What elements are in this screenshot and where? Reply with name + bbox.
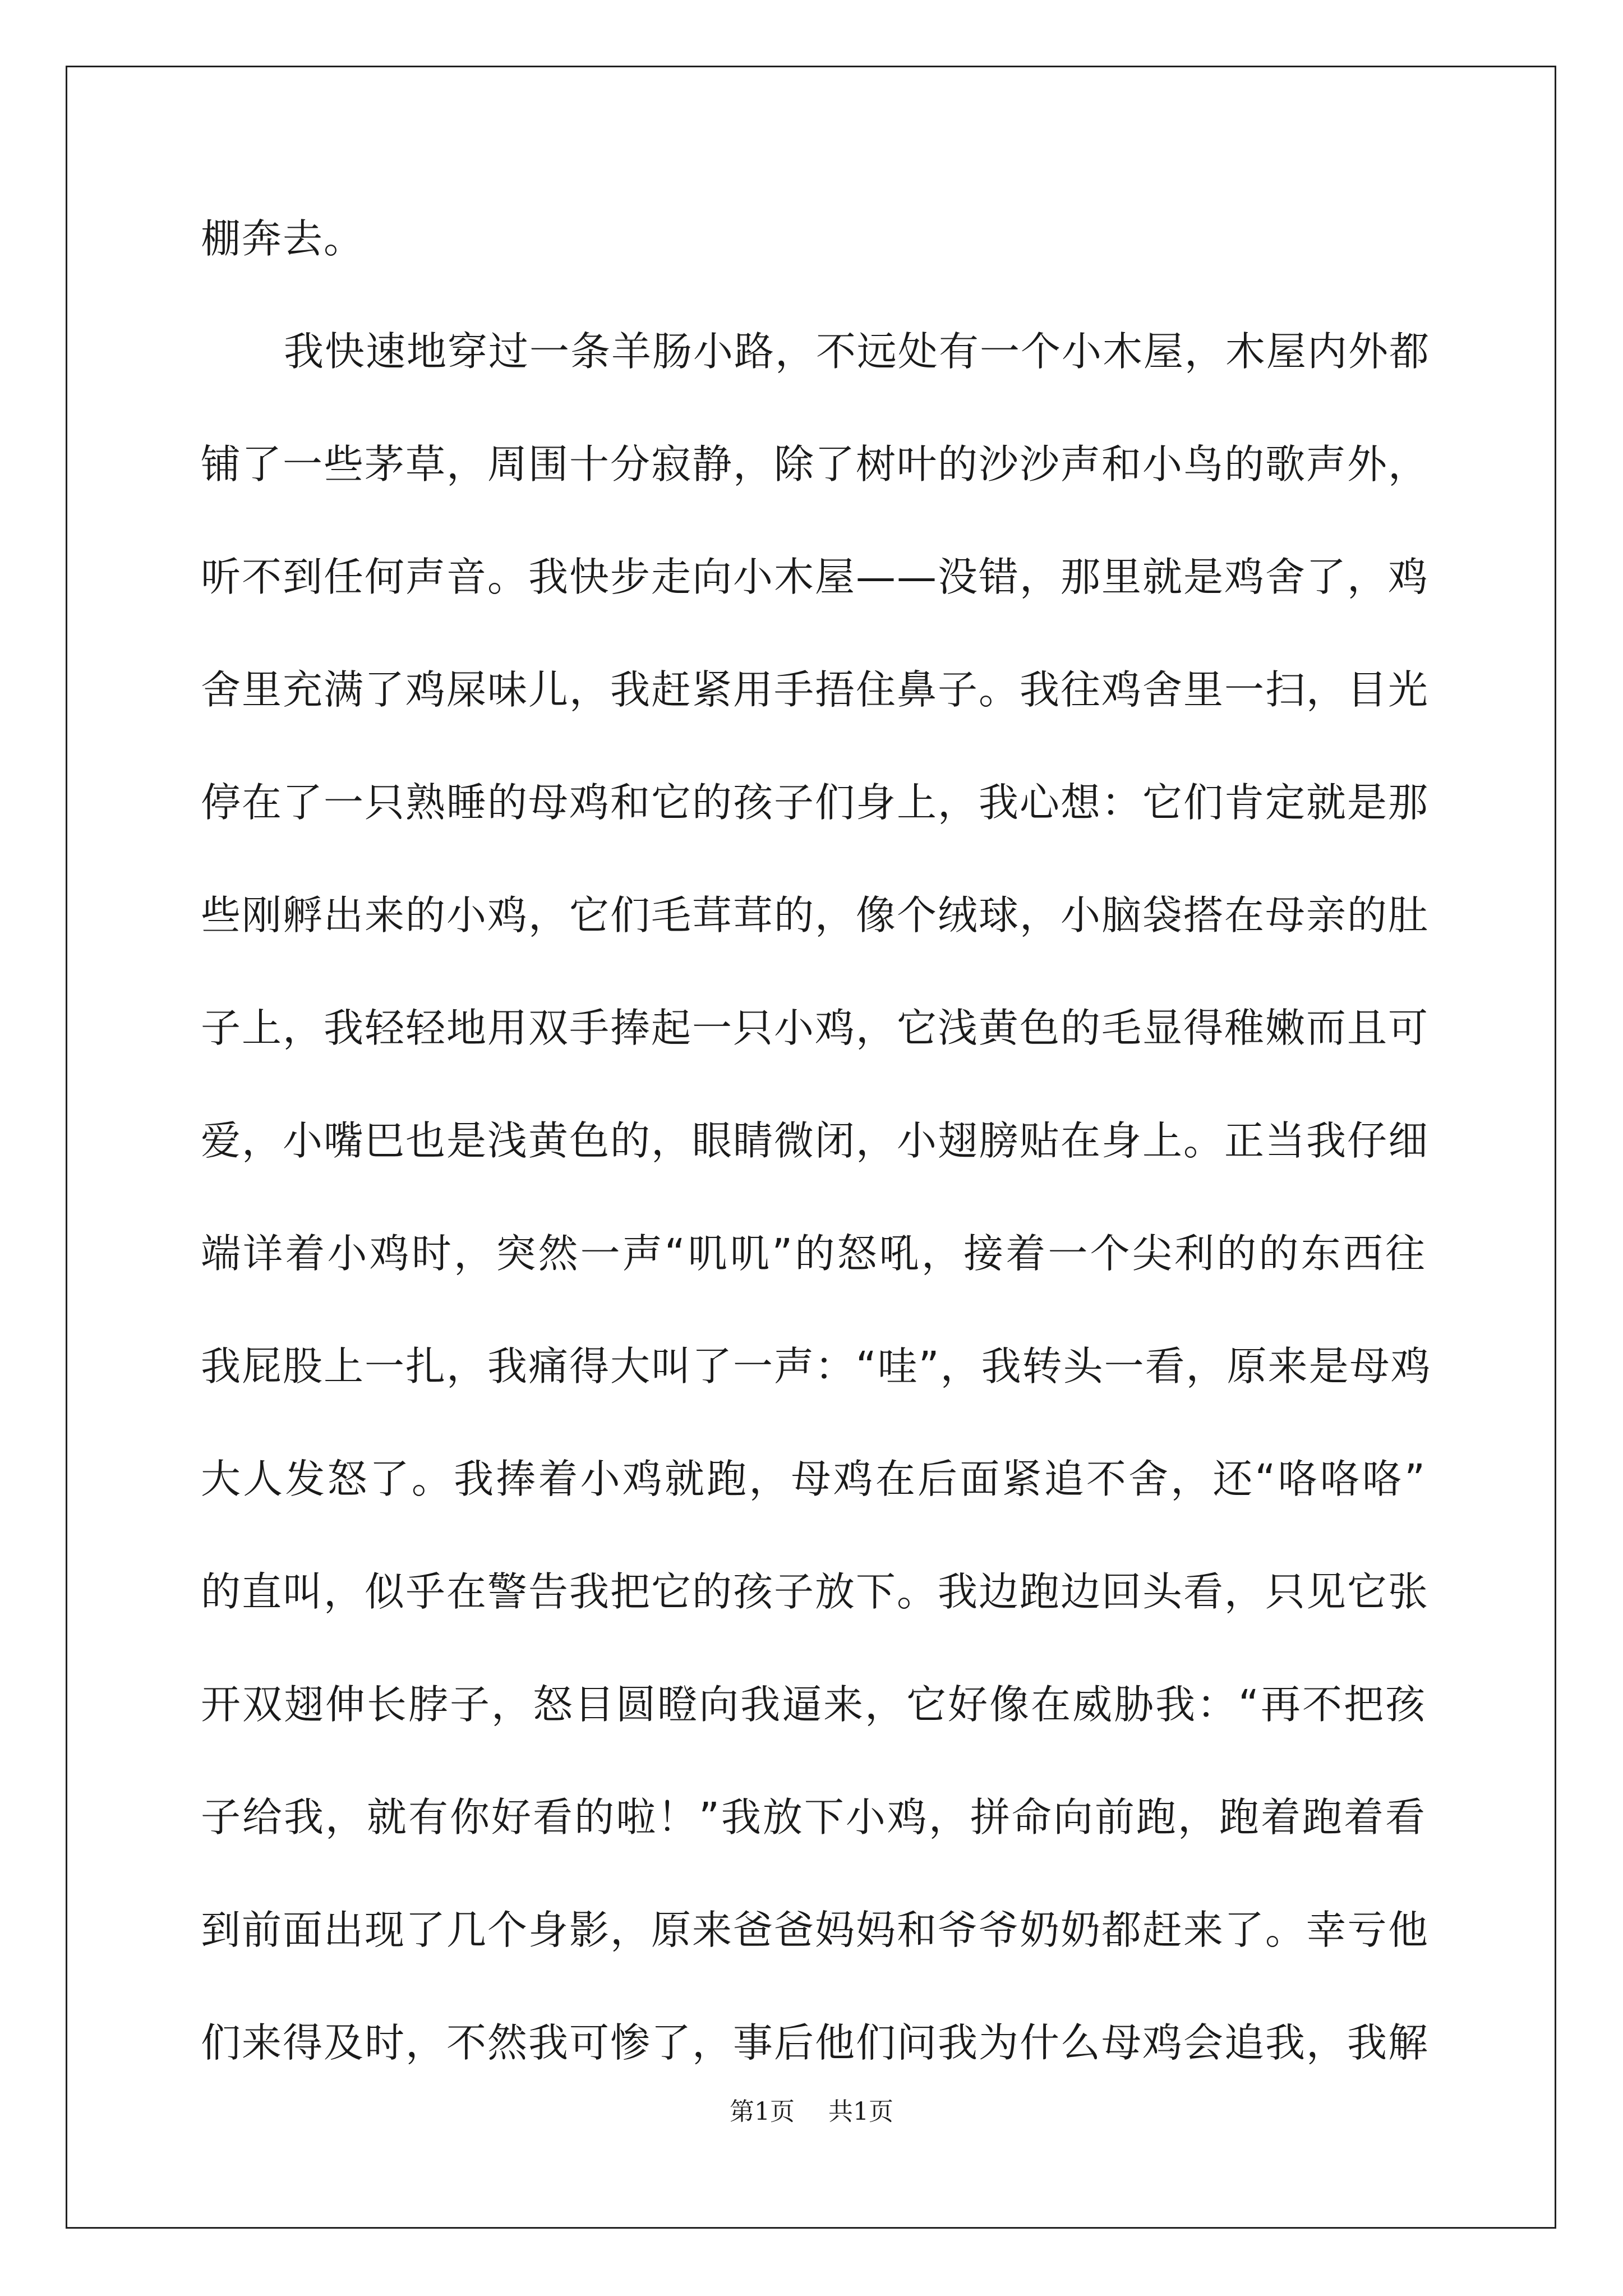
text-line: 舍里充满了鸡屎味儿，我赶紧用手捂住鼻子。我往鸡舍里一扫，目光	[201, 666, 1430, 713]
text-line: 的直叫，似乎在警告我把它的孩子放下。我边跑边回头看，只见它张	[201, 1568, 1430, 1615]
text-line: 棚奔去。	[201, 215, 365, 262]
text-line: 些刚孵出来的小鸡，它们毛茸茸的，像个绒球，小脑袋搭在母亲的肚	[201, 892, 1430, 938]
text-line: 们来得及时，不然我可惨了，事后他们问我为什么母鸡会追我，我解	[201, 2019, 1430, 2066]
text-line: 子上，我轻轻地用双手捧起一只小鸡，它浅黄色的毛显得稚嫩而且可	[201, 1005, 1430, 1051]
page-footer	[0, 2095, 1623, 2129]
text-line: 爱，小嘴巴也是浅黄色的，眼睛微闭，小翅膀贴在身上。正当我仔细	[201, 1117, 1430, 1164]
text-line: 我屁股上一扎，我痛得大叫了一声：“哇”，我转头一看，原来是母鸡	[201, 1343, 1432, 1389]
text-line: 我快速地穿过一条羊肠小路，不远处有一个小木屋，木屋内外都	[284, 328, 1431, 375]
page-number: 第1页	[730, 2097, 795, 2126]
text-line: 开双翅伸长脖子，怒目圆瞪向我逼来，它好像在威胁我：“再不把孩	[201, 1681, 1426, 1728]
page-total: 共1页	[828, 2097, 893, 2126]
text-line: 听不到任何声音。我快步走向小木屋——没错，那里就是鸡舍了，鸡	[201, 554, 1430, 600]
text-line: 停在了一只熟睡的母鸡和它的孩子们身上，我心想：它们肯定就是那	[201, 779, 1430, 826]
text-line: 大人发怒了。我捧着小鸡就跑，母鸡在后面紧追不舍，还“咯咯咯”	[201, 1456, 1426, 1502]
text-line: 子给我，就有你好看的啦！”我放下小鸡，拼命向前跑，跑着跑着看	[201, 1794, 1426, 1841]
text-line: 到前面出现了几个身影，原来爸爸妈妈和爷爷奶奶都赶来了。幸亏他	[201, 1907, 1430, 1953]
text-line: 铺了一些茅草，周围十分寂静，除了树叶的沙沙声和小鸟的歌声外，	[201, 441, 1430, 487]
document-body	[201, 212, 1432, 2129]
text-line: 端详着小鸡时，突然一声“叽叽”的怒吼，接着一个尖利的的东西往	[201, 1230, 1426, 1277]
